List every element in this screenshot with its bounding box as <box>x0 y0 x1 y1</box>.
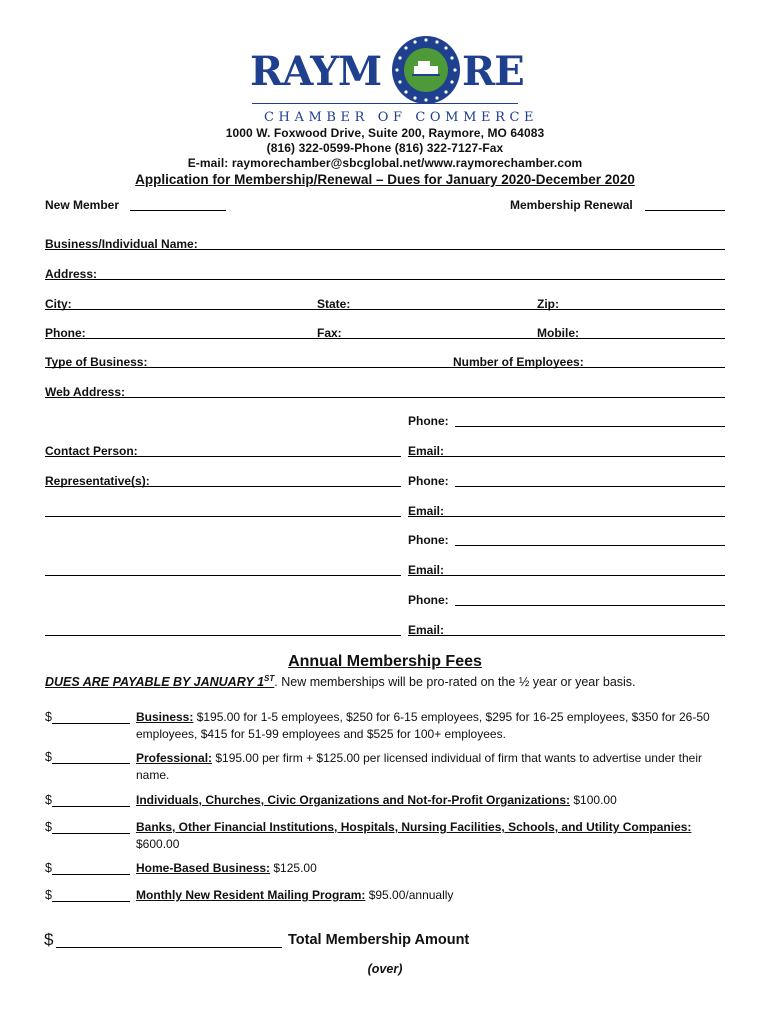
rep1-email-field[interactable] <box>408 516 725 517</box>
rep1-phone-field[interactable] <box>455 486 725 487</box>
fees-heading-text: Annual Membership Fees <box>288 653 482 670</box>
city-state-zip-field[interactable] <box>45 309 725 310</box>
fee-item-home-based <box>136 860 726 877</box>
business-name-field[interactable] <box>45 249 725 250</box>
fees-heading <box>0 653 770 671</box>
chamber-address: 1000 W. Foxwood Drive, Suite 200, Raymore, MO 64083 <box>225 126 545 140</box>
web-address-field[interactable] <box>45 397 725 398</box>
fee-item-desc: $195.00 per firm + $125.00 per licensed individual of firm that wants to advertise under their name. <box>136 751 702 782</box>
representative-1-field[interactable] <box>45 486 401 487</box>
city-label: City: <box>45 297 72 311</box>
new-member-field[interactable] <box>130 210 226 211</box>
rep3-phone-field[interactable] <box>455 605 725 606</box>
logo-rule <box>252 103 518 104</box>
type-of-business-label: Type of Business: <box>45 355 148 369</box>
fax-label: Fax: <box>317 326 342 340</box>
new-member-label: New Member <box>45 198 120 212</box>
rep2-phone-label: Phone: <box>408 533 449 547</box>
individuals-fee-amount-field[interactable] <box>52 806 130 807</box>
web-address-label: Web Address: <box>45 385 126 399</box>
state-label: State: <box>317 297 351 311</box>
form-title <box>0 172 770 187</box>
num-employees-label: Number of Employees: <box>453 355 584 369</box>
contact-person-label: Contact Person: <box>45 444 138 458</box>
missouri-star-emblem <box>390 34 462 106</box>
contact-email-label: Email: <box>408 444 445 458</box>
rep3-email-field[interactable] <box>408 635 725 636</box>
contact-phone-field[interactable] <box>455 426 725 427</box>
home-based-fee-amount-field[interactable] <box>52 874 130 875</box>
representatives-label: Representative(s): <box>45 474 150 488</box>
fee-dollar-sign: $ <box>45 750 52 764</box>
over-note: (over) <box>367 962 403 976</box>
rep1-email-label: Email: <box>408 504 445 518</box>
fee-dollar-sign: $ <box>45 820 52 834</box>
business-name-label: Business/Individual Name: <box>45 237 198 251</box>
fee-item-desc: $195.00 for 1-5 employees, $250 for 6-15 employees, $295 for 16-25 employees, $350 for 26-50 employees, $415 for 51-99 employees and $525 for 100+ employees. <box>136 710 710 741</box>
total-label: Total Membership Amount <box>288 932 470 948</box>
fee-item-desc: $100.00 <box>570 793 617 807</box>
chamber-logo <box>250 30 539 130</box>
total-dollar-sign: $ <box>44 930 54 949</box>
zip-label: Zip: <box>537 297 559 311</box>
renewal-label: Membership Renewal <box>510 198 633 212</box>
fee-item-title: Home-Based Business: <box>136 861 271 875</box>
chamber-phones: (816) 322-0599-Phone (816) 322-7127-Fax <box>266 141 504 155</box>
total-amount-field[interactable] <box>56 947 282 948</box>
contact-person-field[interactable] <box>45 456 401 457</box>
payable-note <box>45 674 636 689</box>
renewal-field[interactable] <box>645 210 725 211</box>
fee-item-title: Professional: <box>136 751 213 765</box>
rep1-phone-label: Phone: <box>408 474 449 488</box>
payable-note-text: DUES ARE PAYABLE BY JANUARY 1 <box>45 675 265 690</box>
representative-2-field[interactable] <box>45 516 401 517</box>
fee-item-title: Business: <box>136 710 194 724</box>
representative-4-field[interactable] <box>45 635 401 636</box>
fee-item-individuals <box>136 792 726 809</box>
rep2-phone-field[interactable] <box>455 545 725 546</box>
fee-item-business <box>136 709 726 743</box>
fee-item-title: Individuals, Churches, Civic Organizations and Not-for-Profit Organizations: <box>136 793 571 807</box>
fee-dollar-sign: $ <box>45 888 52 902</box>
contact-email-field[interactable] <box>408 456 725 457</box>
fee-dollar-sign: $ <box>45 793 52 807</box>
mailing-fee-amount-field[interactable] <box>52 901 130 902</box>
fee-item-desc: $95.00/annually <box>365 888 454 902</box>
professional-fee-amount-field[interactable] <box>52 763 130 764</box>
rep2-email-field[interactable] <box>408 575 725 576</box>
form-title-text: Application for Membership/Renewal – Dues for January 2020-December 2020 <box>135 172 635 187</box>
phone-fax-mobile-field[interactable] <box>45 338 725 339</box>
logo-subtitle: CHAMBER OF COMMERCE <box>264 110 539 125</box>
fee-item-desc: $600.00 <box>136 837 180 851</box>
address-label: Address: <box>45 267 98 281</box>
mobile-label: Mobile: <box>537 326 579 340</box>
business-type-employees-field[interactable] <box>45 367 725 368</box>
chamber-email-web: E-mail: raymorechamber@sbcglobal.net/www.raymorechamber.com <box>187 156 583 170</box>
fee-item-title: Banks, Other Financial Institutions, Hospitals, Nursing Facilities, Schools, and Utility Companies: <box>136 820 692 834</box>
payable-note-rest: . New memberships will be pro-rated on the ½ year or year basis. <box>274 675 636 690</box>
logo-wordmark-left: RAYM <box>250 48 382 95</box>
phone-label: Phone: <box>45 326 86 340</box>
logo-wordmark-right: RE <box>462 48 524 95</box>
fee-item-desc: $125.00 <box>270 861 317 875</box>
address-field[interactable] <box>45 279 725 280</box>
contact-phone-label: Phone: <box>408 414 449 428</box>
fee-item-title: Monthly New Resident Mailing Program: <box>136 888 366 902</box>
fee-dollar-sign: $ <box>45 861 52 875</box>
payable-note-sup: ST <box>264 674 275 683</box>
fee-item-mailing <box>136 887 726 904</box>
fee-dollar-sign: $ <box>45 710 52 724</box>
rep2-email-label: Email: <box>408 563 445 577</box>
rep3-phone-label: Phone: <box>408 593 449 607</box>
fee-item-professional <box>136 750 726 784</box>
payable-note-emph <box>45 675 274 689</box>
rep3-email-label: Email: <box>408 623 445 637</box>
business-fee-amount-field[interactable] <box>52 723 130 724</box>
representative-3-field[interactable] <box>45 575 401 576</box>
fee-item-banks <box>136 819 726 853</box>
banks-fee-amount-field[interactable] <box>52 833 130 834</box>
